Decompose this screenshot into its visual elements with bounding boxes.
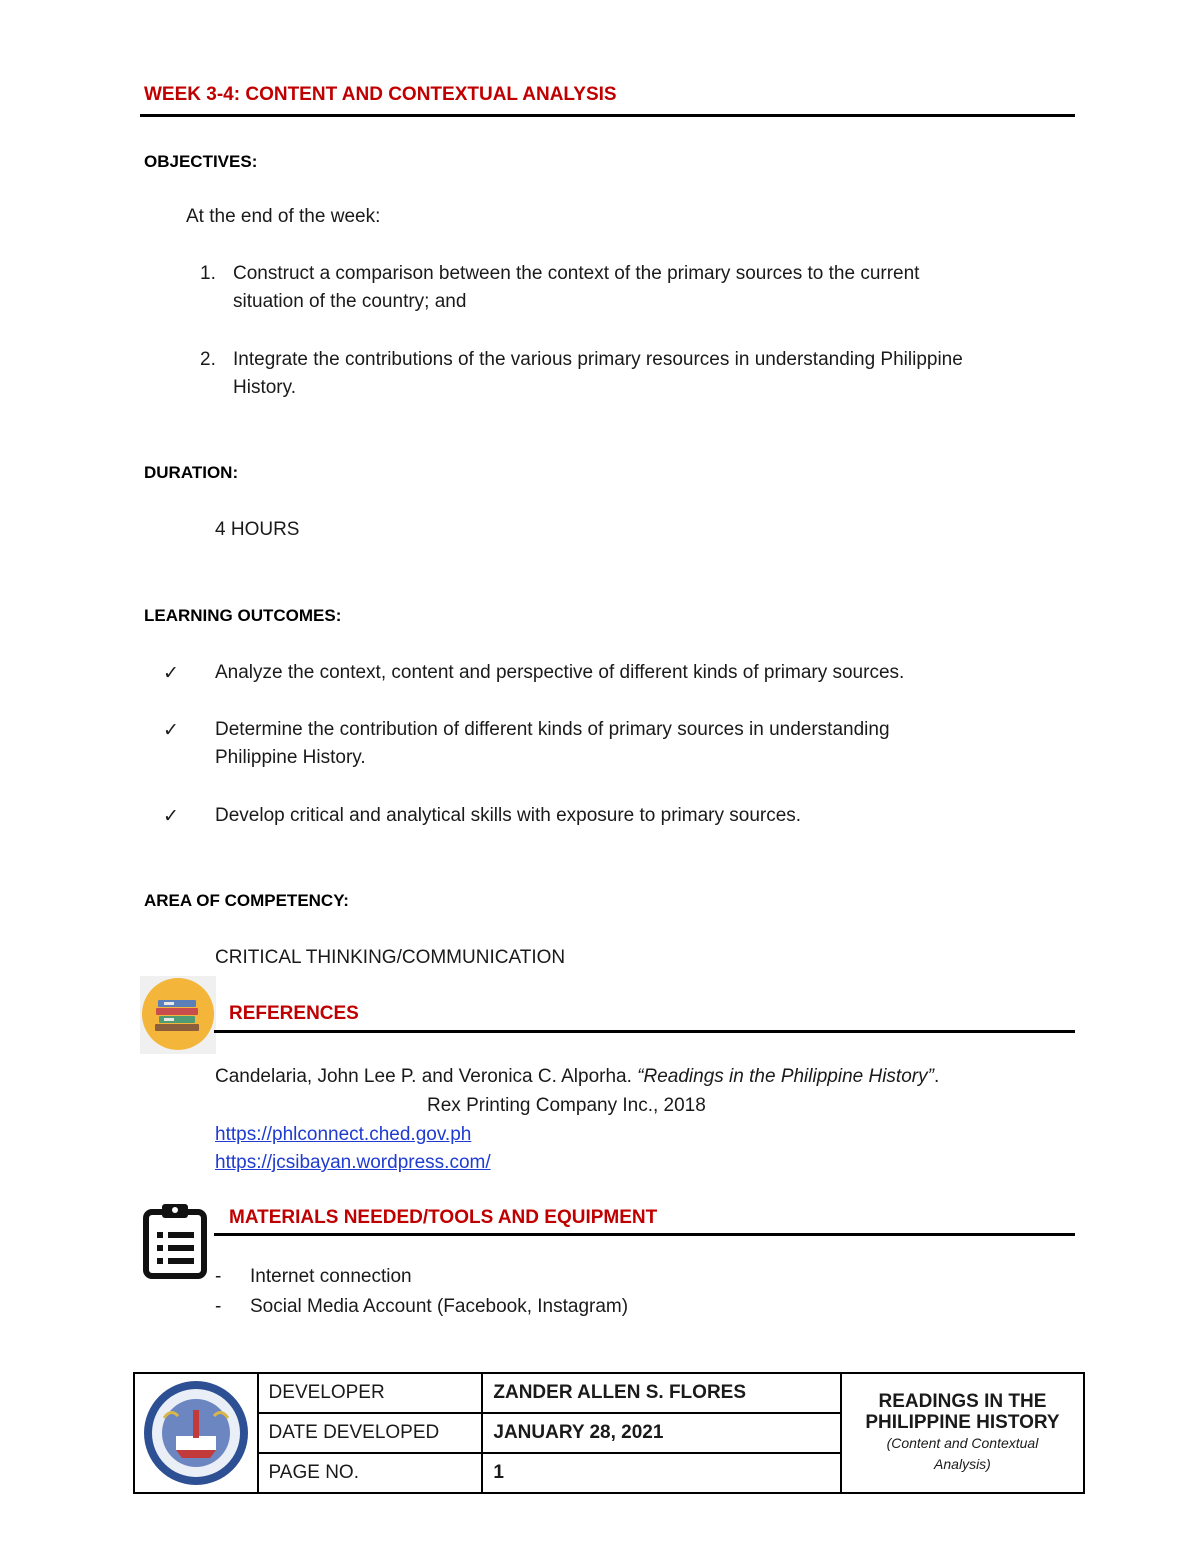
objective-line: situation of the country; and [233, 291, 467, 312]
footer-table [133, 1372, 1085, 1494]
footer-value: 1 [482, 1453, 841, 1493]
references-divider [214, 1030, 1075, 1033]
objective-line: Integrate the contributions of the various primary resources in understanding Philippine [233, 349, 963, 370]
objectives-intro: At the end of the week: [186, 206, 381, 227]
objective-line: History. [233, 377, 296, 398]
outcome-line: Determine the contribution of different kinds of primary sources in understanding [215, 719, 890, 740]
school-seal [134, 1373, 258, 1493]
citation [215, 1066, 939, 1088]
duration-heading: DURATION: [144, 463, 239, 482]
duration-value: 4 HOURS [215, 519, 300, 540]
page-title: WEEK 3-4: CONTENT AND CONTEXTUAL ANALYSIS [144, 84, 617, 105]
footer-value: ZANDER ALLEN S. FLORES [482, 1373, 841, 1413]
checkmark-icon: ✓ [163, 663, 179, 684]
learning-outcomes-heading: LEARNING OUTCOMES: [144, 606, 342, 625]
competency-value: CRITICAL THINKING/COMMUNICATION [215, 947, 566, 968]
citation-end: . [933, 1066, 940, 1087]
reference-link[interactable]: https://phlconnect.ched.gov.ph [215, 1124, 472, 1145]
checkmark-icon: ✓ [163, 806, 179, 827]
materials-heading: MATERIALS NEEDED/TOOLS AND EQUIPMENT [229, 1207, 658, 1228]
objectives-heading: OBJECTIVES: [144, 152, 258, 171]
list-bullet: - [215, 1296, 222, 1317]
outcome-line: Develop critical and analytical skills with exposure to primary sources. [215, 805, 802, 826]
material-item: Social Media Account (Facebook, Instagram) [250, 1296, 629, 1317]
outcome-line: Philippine History. [215, 747, 366, 768]
title-divider [140, 114, 1075, 117]
clipboard-icon [140, 1200, 210, 1280]
material-item: Internet connection [250, 1266, 412, 1287]
course-subtitle: (Content and Contextual [886, 1435, 1039, 1451]
course-title [841, 1373, 1084, 1493]
objective-line: Construct a comparison between the context of the primary sources to the current [233, 263, 920, 284]
citation-publisher: Rex Printing Company Inc., 2018 [427, 1095, 706, 1116]
footer-label: DATE DEVELOPED [258, 1413, 483, 1453]
footer-label: DEVELOPER [258, 1373, 483, 1413]
course-title-line: READINGS IN THE [878, 1391, 1047, 1412]
reference-link[interactable]: https://jcsibayan.wordpress.com/ [215, 1152, 491, 1173]
citation-title: “Readings in the Philippine History” [637, 1066, 934, 1087]
citation-authors: Candelaria, John Lee P. and Veronica C. Alporha. [215, 1066, 638, 1087]
references-heading: REFERENCES [229, 1003, 359, 1024]
objective-number: 2. [200, 349, 216, 370]
objective-number: 1. [200, 263, 216, 284]
footer-value: JANUARY 28, 2021 [482, 1413, 841, 1453]
checkmark-icon: ✓ [163, 720, 179, 741]
books-icon [140, 976, 216, 1054]
outcome-line: Analyze the context, content and perspective of different kinds of primary sources. [215, 662, 905, 683]
competency-heading: AREA OF COMPETENCY: [144, 891, 349, 910]
footer-label: PAGE NO. [258, 1453, 483, 1493]
course-title-line: PHILIPPINE HISTORY [865, 1412, 1060, 1433]
materials-divider [214, 1233, 1075, 1236]
course-subtitle: Analysis) [934, 1456, 991, 1472]
list-bullet: - [215, 1266, 222, 1287]
